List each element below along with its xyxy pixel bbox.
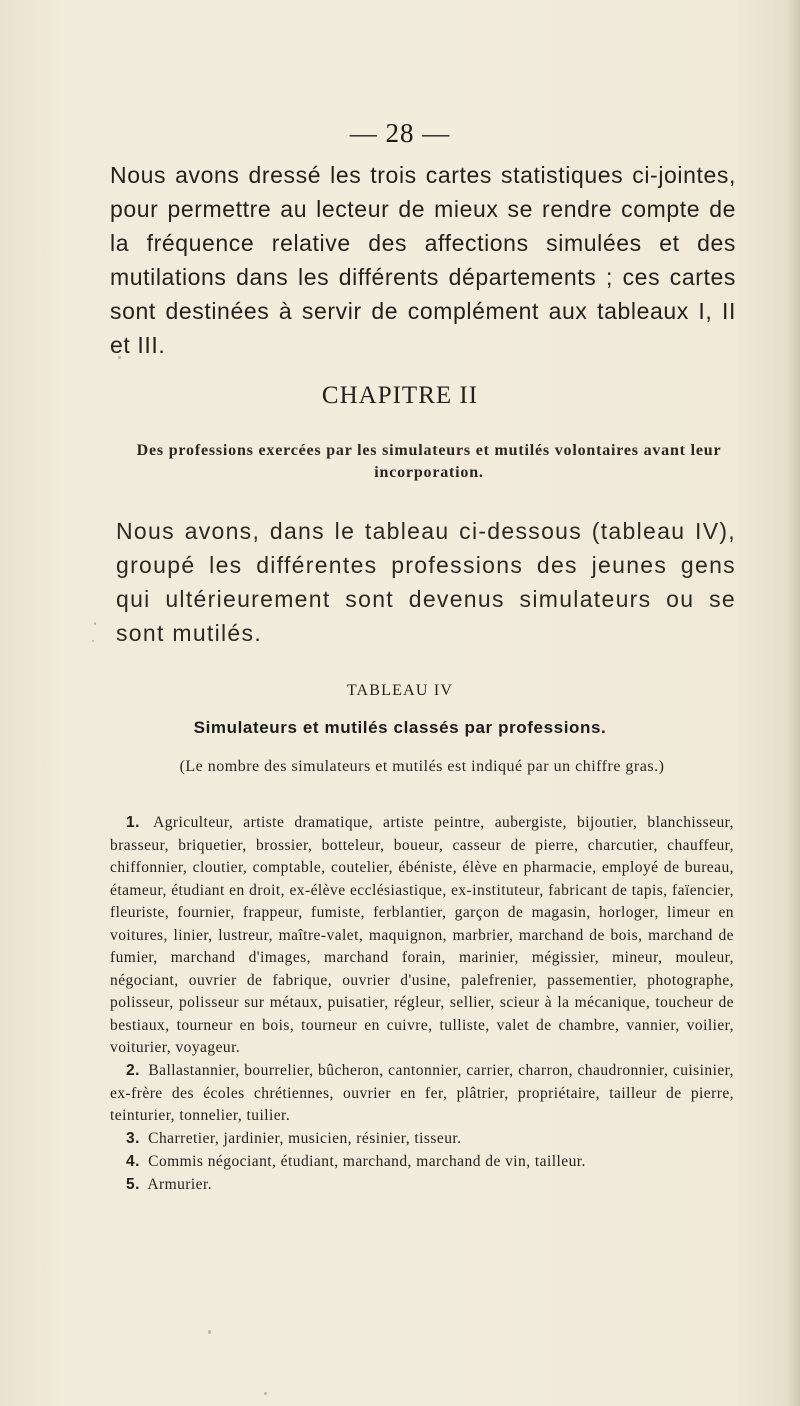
- list-item: [110, 1151, 734, 1174]
- entry-text: Ballastannier, bourrelier, bûcheron, cantonnier, carrier, charron, chaudronnier, cuisinier, ex-frère des écoles chrétiennes, ouvrier en fer, plâtrier, propriétaire, tailleur de pierre, teinturier, tonnelier, tuilier.: [110, 1062, 734, 1124]
- profession-list: [110, 812, 734, 1197]
- entry-text: Commis négociant, étudiant, marchand, marchand de vin, tailleur.: [148, 1153, 586, 1170]
- entry-number: 3.: [126, 1130, 140, 1147]
- list-item: [110, 1060, 734, 1128]
- table-subtitle: Simulateurs et mutilés classés par professions.: [193, 718, 607, 737]
- entry-number: 4.: [126, 1153, 140, 1170]
- chapter-subtitle: Des professions exercées par les simulateurs et mutilés volontaires avant leur incorporation.: [136, 442, 722, 481]
- entry-text: Armurier.: [147, 1176, 213, 1193]
- entry-text: Agriculteur, artiste dramatique, artiste peintre, aubergiste, bijoutier, blanchisseur, brasseur, briquetier, brossier, botteleur, boueur, casseur de pierre, charcutier, chauffeur, chiffonnier, cloutier, comptable, coutelier, ébéniste, élève en pharmacie, employé de bureau, étameur, étudiant en droit, ex-élève ecclésiastique, ex-instituteur, fabricant de tapis, faïencier, fleuriste, fournier, frappeur, fumiste, ferblantier, garçon de magasin, horloger, limeur en voitures, linier, lustreur, maître-valet, maquignon, marbrier, marchand de bois, marchand de fumier, marchand d'images, marchand forain, marinier, mégissier, mineur, mouleur, négociant, ouvrier de fabrique, ouvrier d'usine, palefrenier, passementier, photographe, polisseur, polisseur sur métaux, puisatier, régleur, sellier, scieur à la mécanique, toucheur de bestiaux, tourneur en bois, tourneur en cuivre, tulliste, valet de chambre, vannier, voilier, voiturier, voyageur.: [110, 814, 734, 1056]
- paper-speck: [118, 356, 121, 359]
- paper-speck: [92, 640, 94, 642]
- section-paragraph: Nous avons, dans le tableau ci-dessous (tableau IV), groupé les différentes professions des jeunes gens qui ultérieurement sont devenus simulateurs ou se sont mutilés.: [116, 518, 736, 646]
- paper-speck: [94, 622, 96, 625]
- intro-paragraph: Nous avons dressé les trois cartes statistiques ci-jointes, pour permettre au lecteur de mieux se rendre compte de la fréquence relative des affections simulées et des mutilations dans les différents départements ; ces cartes sont destinées à servir de complément aux tableaux I, II et III.: [110, 162, 736, 358]
- entry-number: 5.: [126, 1176, 140, 1193]
- page-number: — 28 —: [349, 118, 451, 148]
- table-title: TABLEAU IV: [346, 682, 454, 699]
- list-item: [110, 812, 734, 1060]
- paper-speck: [208, 1330, 211, 1334]
- list-item: [110, 1128, 734, 1151]
- chapter-title: CHAPITRE II: [321, 382, 479, 409]
- entry-text: Charretier, jardinier, musicien, résinier, tisseur.: [148, 1130, 462, 1147]
- page-edge-shadow: [786, 0, 800, 1406]
- table-note: (Le nombre des simulateurs et mutilés est indiqué par un chiffre gras.): [179, 758, 665, 775]
- list-item: [110, 1174, 734, 1197]
- entry-number: 2.: [126, 1062, 140, 1079]
- paper-speck: [264, 1392, 267, 1395]
- entry-number: 1.: [126, 814, 140, 831]
